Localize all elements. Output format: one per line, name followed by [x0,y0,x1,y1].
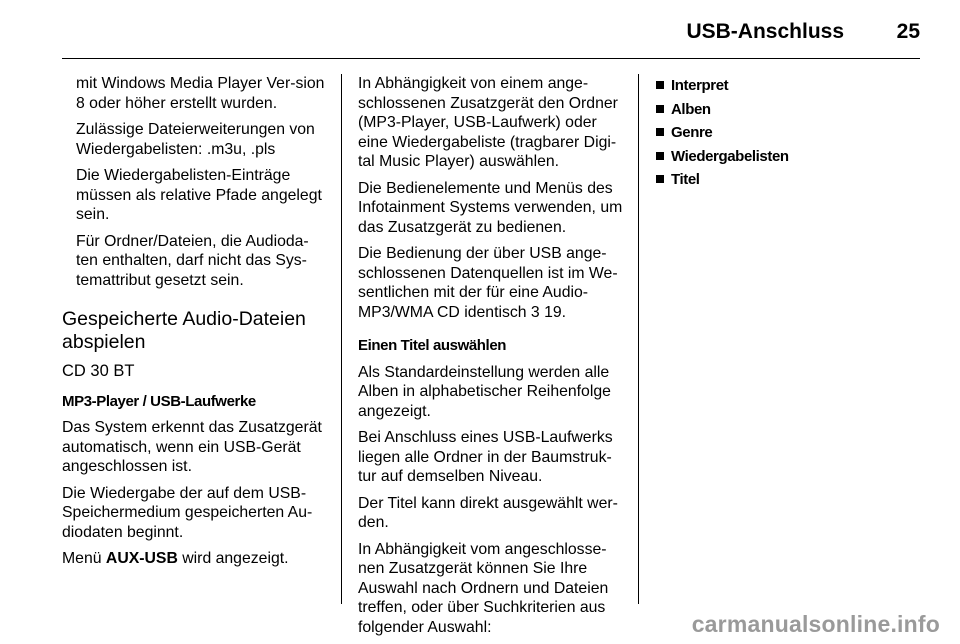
list-item: Titel [656,168,916,192]
watermark: carmanualsonline.info [691,611,940,637]
menu-name: AUX-USB [105,550,178,567]
list-item: Wiedergabelisten [656,145,916,169]
paragraph: In Abhängigkeit von einem ange-schlossenen Zusatzgerät den Ordner (MP3-Player, USB-Laufwerk) oder eine Wiedergabeliste (tragbarer Digi-tal Music Player) auswählen. [358,75,618,170]
bullet-icon [656,175,664,183]
column-3 [656,74,916,192]
sub-title: Einen Titel auswählen [358,337,507,354]
section-heading: Gespeicherte Audio-Dateien abspielen [62,308,306,353]
paragraph: Die Wiedergabelisten-Einträge müssen als relative Pfade angelegt sein. [76,167,322,223]
section-subheading: CD 30 BT [62,362,135,380]
paragraph: Als Standardeinstellung werden alle Alben in alphabetischer Reihenfolge angezeigt. [358,363,611,420]
paragraph: Die Bedienelemente und Menüs des Infotainment Systems verwenden, um das Zusatzgerät zu bedienen. [358,179,623,236]
criteria-list [656,74,916,192]
paragraph: Bei Anschluss eines USB-Laufwerks liegen alle Ordner in der Baumstruk-tur auf demselben Niveau. [358,429,613,485]
paragraph: Das System erkennt das Zusatzgerät automatisch, wenn ein USB-Gerät angeschlossen ist. [62,419,322,475]
bullet-icon [656,152,664,160]
list-item: Genre [656,121,916,145]
column-divider-2 [638,74,639,604]
paragraph: Zulässige Dateierweiterungen von Wiedergabelisten: .m3u, .pls [76,121,315,158]
bullet-icon [656,81,664,89]
page-title: USB-Anschluss [686,20,844,43]
paragraph: Die Bedienung der über USB ange-schlossenen Datenquellen ist im We-sentlichen mit der für eine Audio-MP3/WMA CD identisch 3 19. [358,245,618,321]
list-item: Interpret [656,74,916,98]
text: Menü [62,550,106,567]
text: wird angezeigt. [177,550,289,567]
page-number: 25 [896,20,920,43]
column-2 [358,74,626,644]
list-item: Alben [656,98,916,122]
paragraph: Der Titel kann direkt ausgewählt wer-den. [358,494,618,531]
paragraph: In Abhängigkeit vom angeschlosse-nen Zusatzgerät können Sie Ihre Auswahl nach Ordnern und Dateien treffen, oder über Suchkriterien aus folgender Auswahl: [358,540,609,636]
column-1 [62,74,327,576]
page-header [62,18,920,59]
paragraph: mit Windows Media Player Ver-sion 8 oder höher erstellt wurden. [76,75,325,112]
paragraph: Für Ordner/Dateien, die Audioda-ten enthalten, darf nicht das Sys-temattribut gesetzt sein. [76,232,309,289]
paragraph [62,549,327,569]
column-divider-1 [341,74,342,604]
bullet-icon [656,128,664,136]
paragraph: Die Wiedergabe der auf dem USB-Speichermedium gespeicherten Au-diodaten beginnt. [62,484,313,541]
sub-title: MP3-Player / USB-Laufwerke [62,392,256,410]
bullet-icon [656,105,664,113]
